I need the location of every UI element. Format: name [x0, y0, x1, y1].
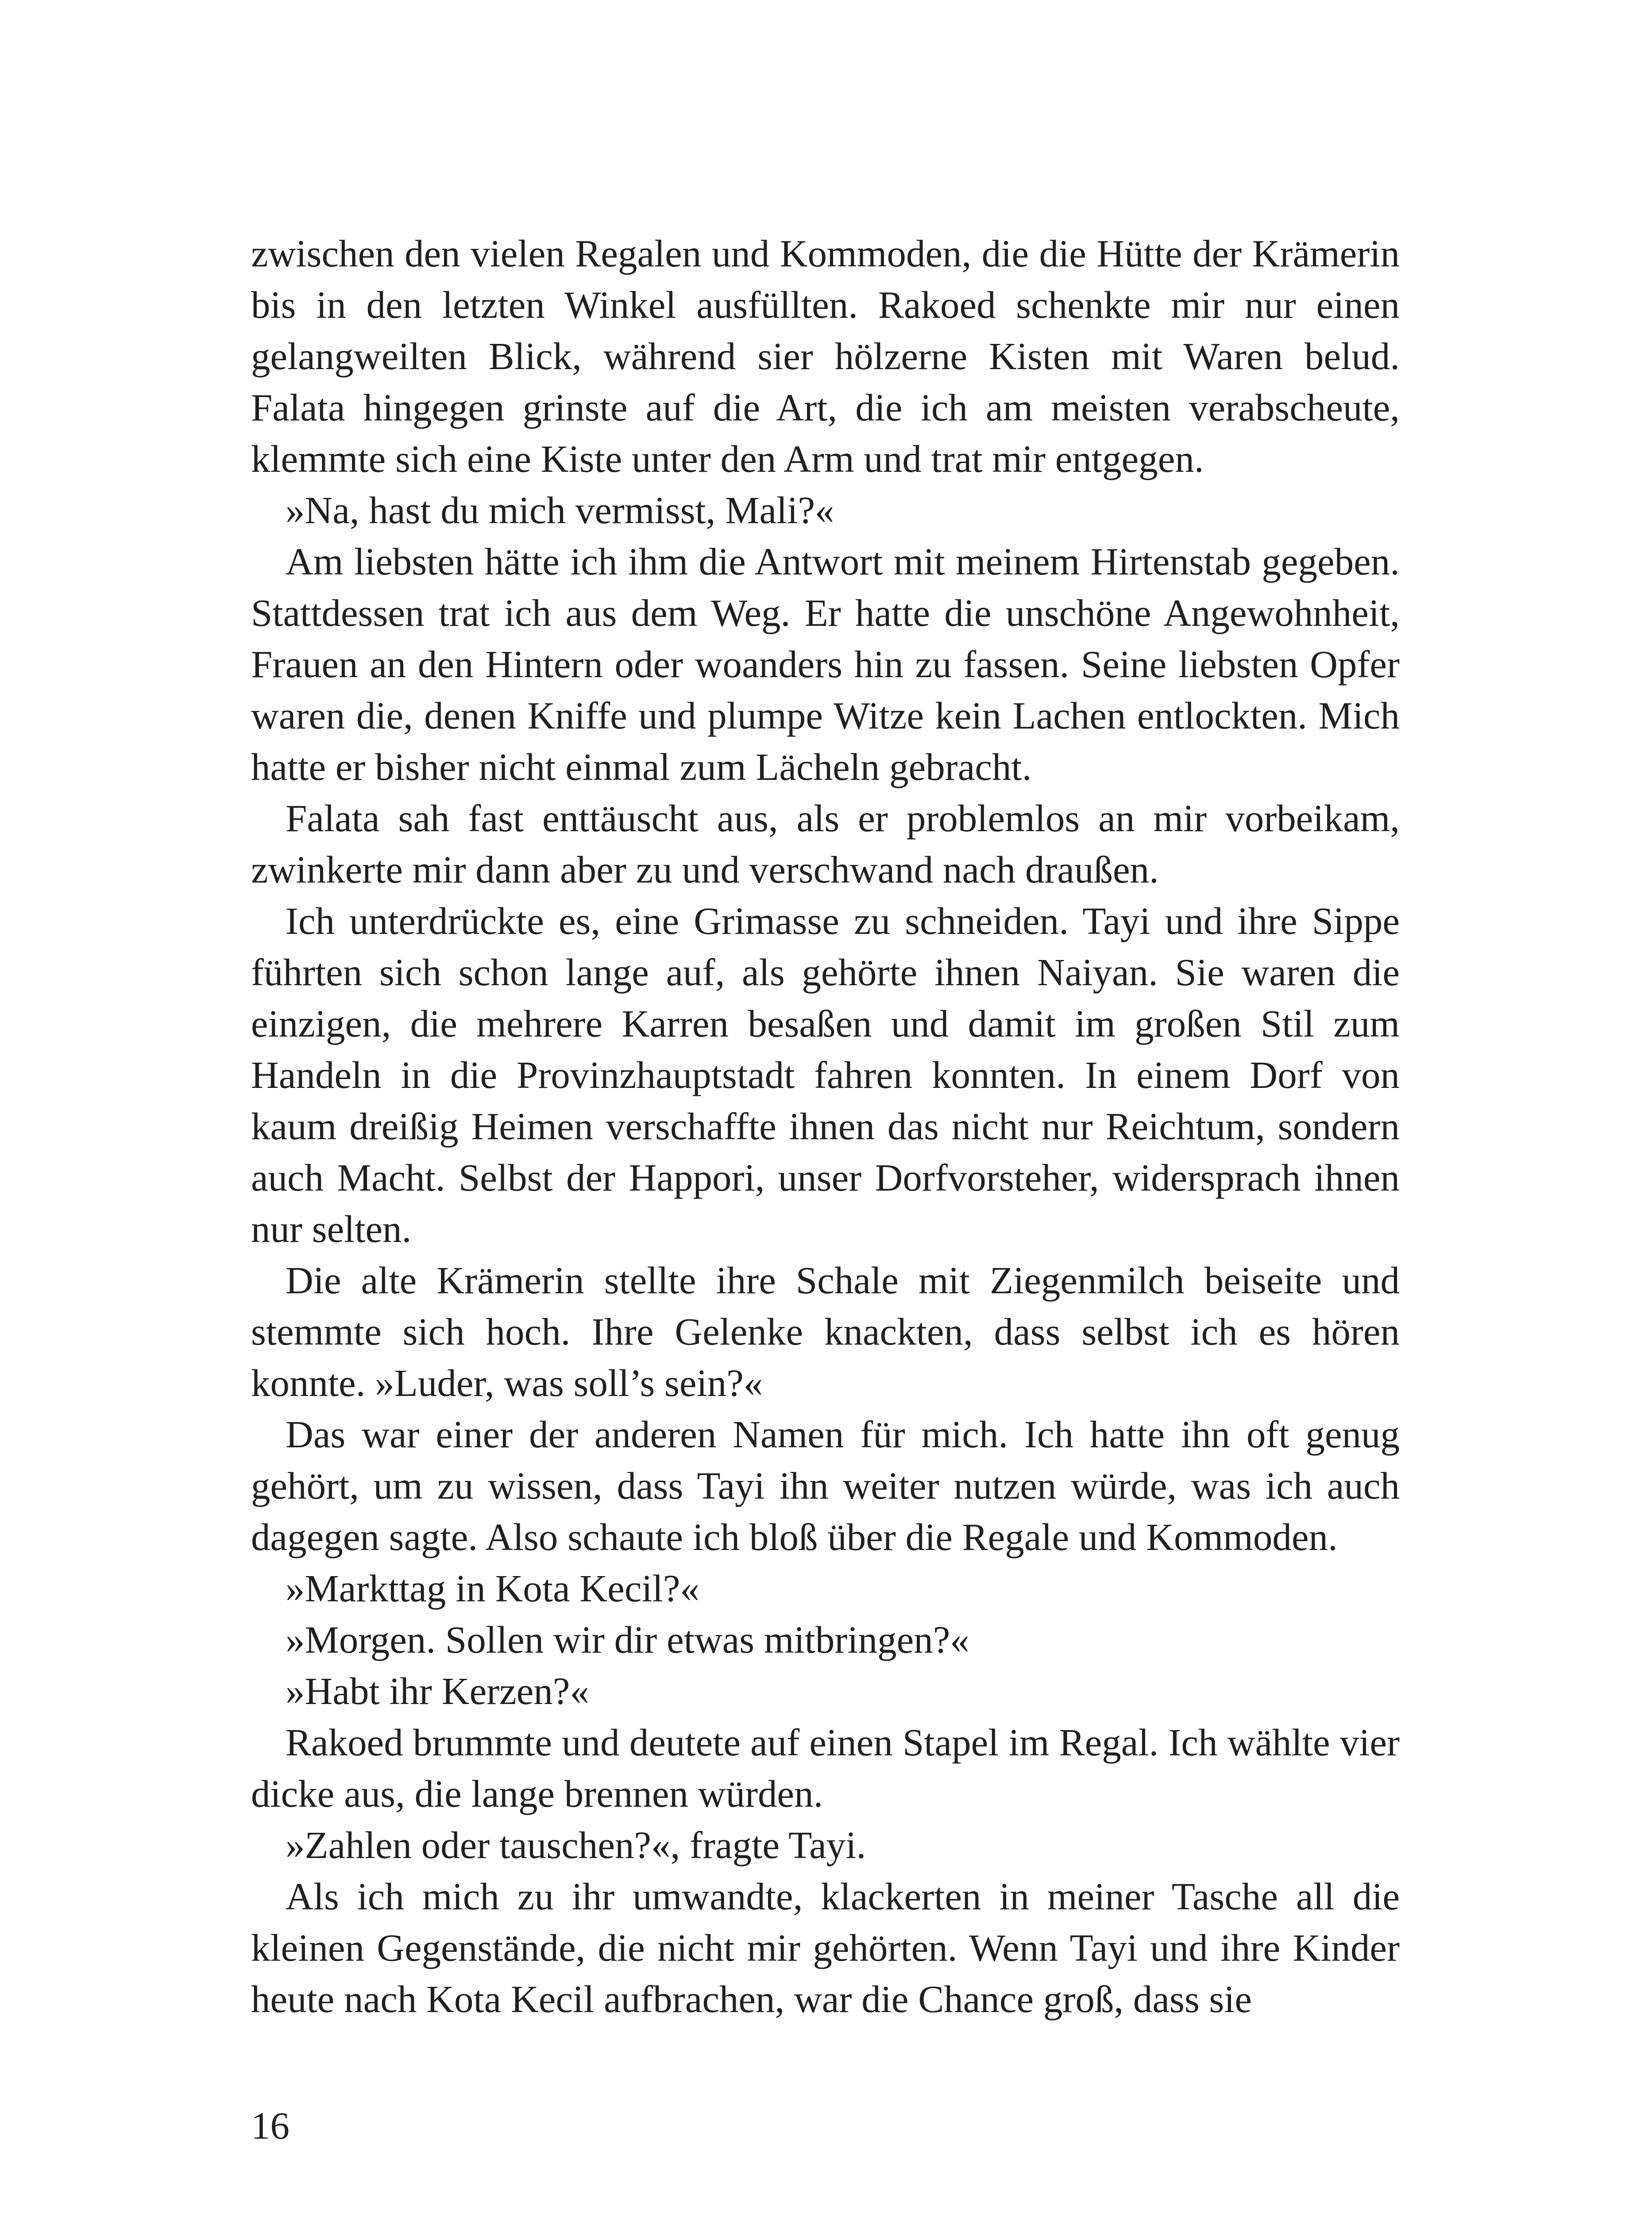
paragraph: Rakoed brummte und deutete auf einen Stapel im Regal. Ich wählte vier dicke aus, die lange brennen würden.	[251, 1721, 1400, 1815]
paragraph: Die alte Krämerin stellte ihre Schale mit Ziegenmilch beiseite und stemmte sich hoch. Ihre Gelenke knackten, dass selbst ich es hören konnte. »Luder, was soll’s sein?«	[251, 1259, 1400, 1404]
paragraph: »Na, hast du mich vermisst, Mali?«	[286, 489, 834, 532]
body-text	[251, 228, 1400, 2025]
paragraph: Als ich mich zu ihr umwandte, klackerten in meiner Tasche all die kleinen Gegenstände, die nicht mir gehörten. Wenn Tayi und ihre Kinder heute nach Kota Kecil aufbrachen, war die Chance groß, dass sie	[251, 1875, 1400, 2020]
paragraph: Falata sah fast enttäuscht aus, als er problemlos an mir vorbeikam, zwinkerte mir dann aber zu und verschwand nach draußen.	[251, 797, 1400, 891]
paragraph: »Zahlen oder tauschen?«, fragte Tayi.	[286, 1824, 866, 1866]
paragraph: »Habt ihr Kerzen?«	[286, 1669, 590, 1712]
paragraph: Ich unterdrückte es, eine Grimasse zu schneiden. Tayi und ihre Sippe führten sich schon lange auf, als gehörte ihnen Naiyan. Sie waren die einzigen, die mehrere Karren besaßen und damit im großen Stil zum Handeln in die Provinzhauptstadt fahren konnten. In einem Dorf von kaum dreißig Heimen verschaffte ihnen das nicht nur Reichtum, sondern auch Macht. Selbst der Happori, unser Dorfvorsteher, widersprach ihnen nur selten.	[251, 899, 1400, 1250]
paragraph: Das war einer der anderen Namen für mich. Ich hatte ihn oft genug gehört, um zu wissen, dass Tayi ihn weiter nutzen würde, was ich auch dagegen sagte. Also schaute ich bloß über die Regale und Kommoden.	[251, 1413, 1400, 1558]
paragraph: »Markttag in Kota Kecil?«	[286, 1567, 699, 1610]
paragraph: Am liebsten hätte ich ihm die Antwort mit meinem Hirtenstab gegeben. Stattdessen trat ich aus dem Weg. Er hatte die unschöne Angewohnheit, Frauen an den Hintern oder woanders hin zu fassen. Seine liebsten Opfer waren die, denen Kniffe und plumpe Witze kein Lachen entlockten. Mich hatte er bisher nicht einmal zum Lächeln gebracht.	[251, 540, 1400, 788]
paragraph: »Morgen. Sollen wir dir etwas mitbringen?«	[286, 1618, 969, 1661]
paragraph: zwischen den vielen Regalen und Kommoden, die die Hütte der Krämerin bis in den letzten Winkel ausfüllten. Rakoed schenkte mir nur einen gelangweilten Blick, während sier hölzerne Kisten mit Waren belud. Falata hingegen grinste auf die Art, die ich am meisten verabscheute, klemmte sich eine Kiste unter den Arm und trat mir entgegen.	[251, 232, 1400, 480]
page-number: 16	[251, 2104, 289, 2147]
